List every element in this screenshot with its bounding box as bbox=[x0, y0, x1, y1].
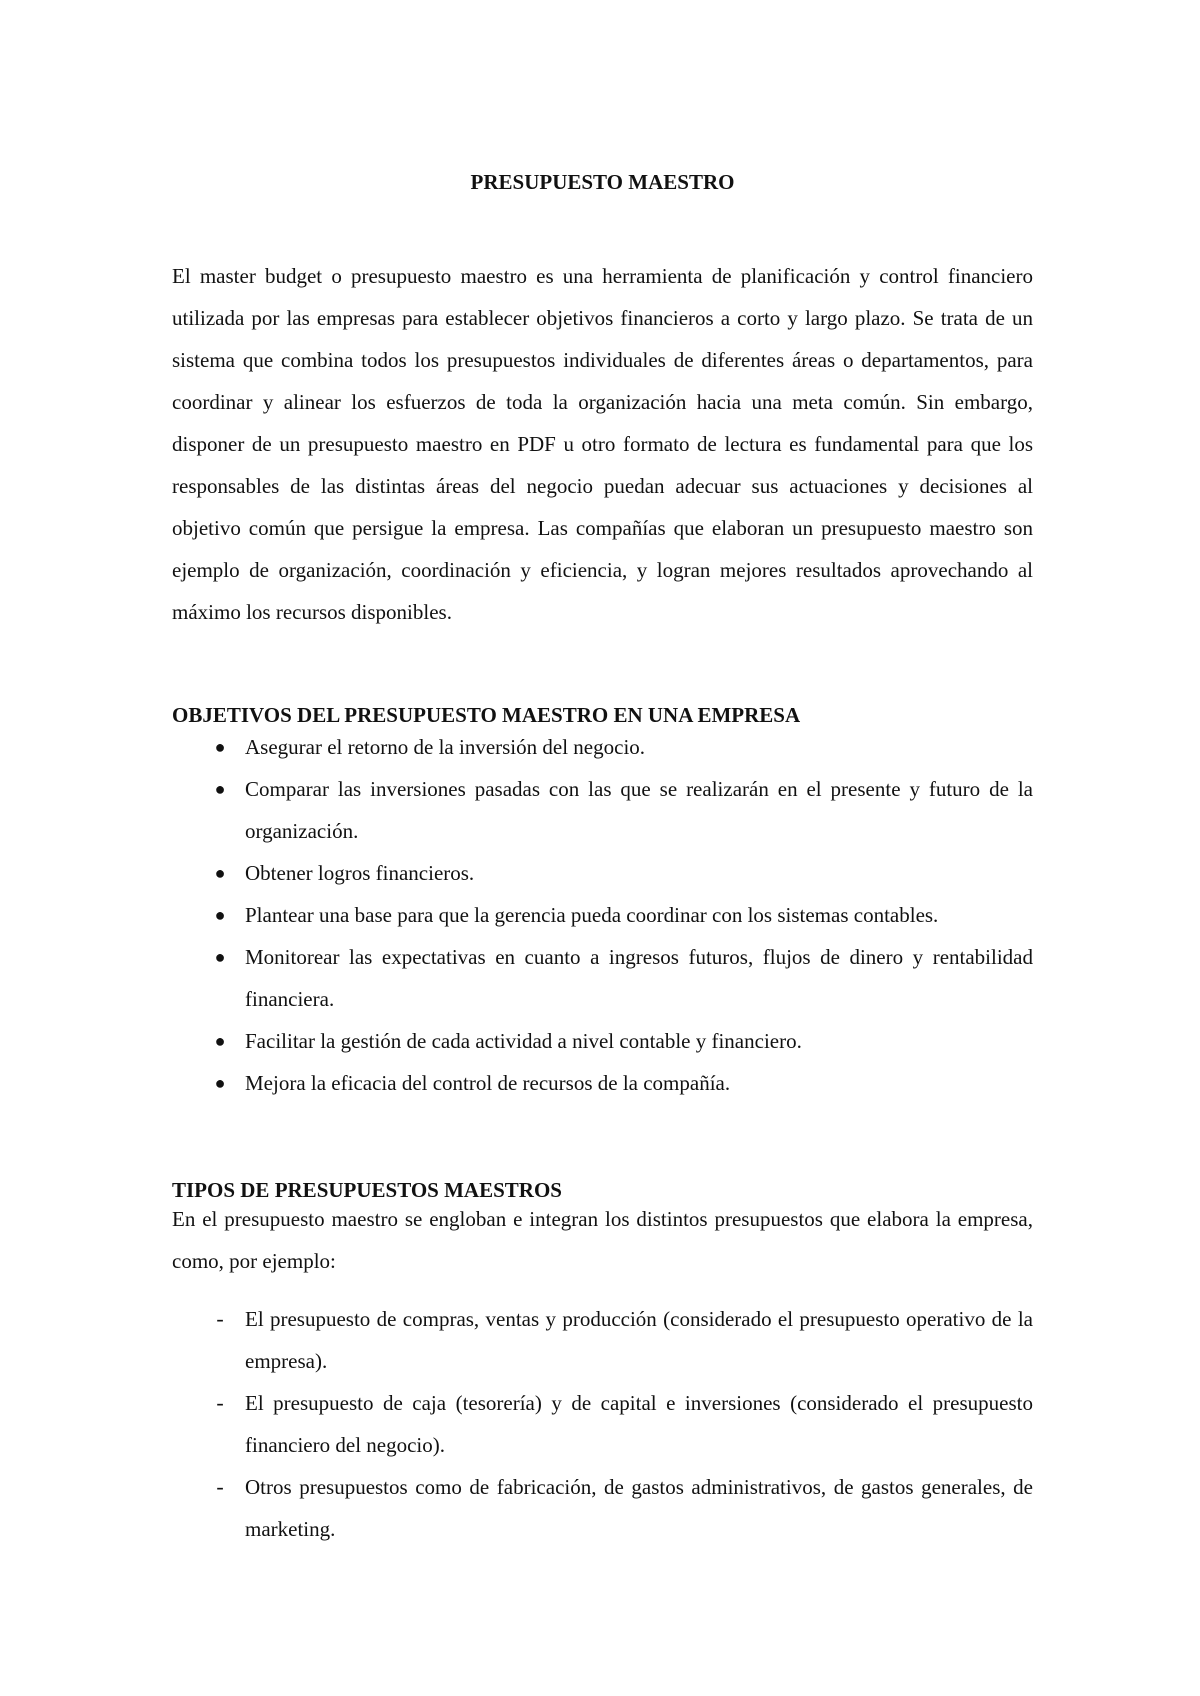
list-item-text: El presupuesto de compras, ventas y producción (considerado el presupuesto operativo de la empresa). bbox=[245, 1307, 1033, 1373]
document-page bbox=[172, 0, 1033, 1696]
objetivos-heading: OBJETIVOS DEL PRESUPUESTO MAESTRO EN UNA EMPRESA bbox=[172, 703, 801, 727]
list-item bbox=[172, 768, 1033, 852]
list-item bbox=[172, 1298, 1033, 1382]
list-item bbox=[172, 1382, 1033, 1466]
list-item-text: Facilitar la gestión de cada actividad a nivel contable y financiero. bbox=[245, 1029, 802, 1053]
tipos-intro: En el presupuesto maestro se engloban e integran los distintos presupuestos que elabora la empresa, como, por ejemplo: bbox=[172, 1207, 1033, 1273]
list-item bbox=[172, 852, 1033, 894]
dash-icon: - bbox=[216, 1306, 224, 1331]
dash-icon: - bbox=[216, 1390, 224, 1415]
list-item-text: El presupuesto de caja (tesorería) y de capital e inversiones (considerado el presupuesto financiero del negocio). bbox=[245, 1391, 1033, 1457]
list-item bbox=[172, 1466, 1033, 1550]
tipos-heading: TIPOS DE PRESUPUESTOS MAESTROS bbox=[172, 1178, 562, 1202]
document-title: PRESUPUESTO MAESTRO bbox=[470, 170, 735, 194]
bullet-icon: ● bbox=[214, 905, 226, 925]
bullet-icon: ● bbox=[214, 1073, 226, 1093]
list-item-text: Mejora la eficacia del control de recursos de la compañía. bbox=[245, 1071, 731, 1095]
list-item-text: Monitorear las expectativas en cuanto a ingresos futuros, flujos de dinero y rentabilidad financiera. bbox=[245, 945, 1033, 1011]
list-item-text: Otros presupuestos como de fabricación, de gastos administrativos, de gastos generales, de marketing. bbox=[245, 1475, 1033, 1541]
list-item-text: Comparar las inversiones pasadas con las que se realizarán en el presente y futuro de la organización. bbox=[245, 777, 1033, 843]
bullet-icon: ● bbox=[214, 737, 226, 757]
list-item bbox=[172, 936, 1033, 1020]
list-item bbox=[172, 1020, 1033, 1062]
tipos-list bbox=[172, 1298, 1033, 1550]
list-item bbox=[172, 726, 1033, 768]
list-item-text: Asegurar el retorno de la inversión del negocio. bbox=[245, 735, 646, 759]
list-item-text: Obtener logros financieros. bbox=[245, 861, 475, 885]
intro-paragraph: El master budget o presupuesto maestro es una herramienta de planificación y control financiero utilizada por las empresas para establecer objetivos financieros a corto y largo plazo. Se trata de un sistema que combina todos los presupuestos individuales de diferentes áreas o departamentos, para coordinar y alinear los esfuerzos de toda la organización hacia una meta común. Sin embargo, disponer de un presupuesto maestro en PDF u otro formato de lectura es fundamental para que los responsables de las distintas áreas del negocio puedan adecuar sus actuaciones y decisiones al objetivo común que persigue la empresa. Las compañías que elaboran un presupuesto maestro son ejemplo de organización, coordinación y eficiencia, y logran mejores resultados aprovechando al máximo los recursos disponibles. bbox=[172, 264, 1033, 624]
bullet-icon: ● bbox=[214, 863, 226, 883]
dash-icon: - bbox=[216, 1474, 224, 1499]
objetivos-list bbox=[172, 726, 1033, 1104]
bullet-icon: ● bbox=[214, 1031, 226, 1051]
bullet-icon: ● bbox=[214, 947, 226, 967]
list-item-text: Plantear una base para que la gerencia pueda coordinar con los sistemas contables. bbox=[245, 903, 939, 927]
list-item bbox=[172, 1062, 1033, 1104]
list-item bbox=[172, 894, 1033, 936]
bullet-icon: ● bbox=[214, 779, 226, 799]
